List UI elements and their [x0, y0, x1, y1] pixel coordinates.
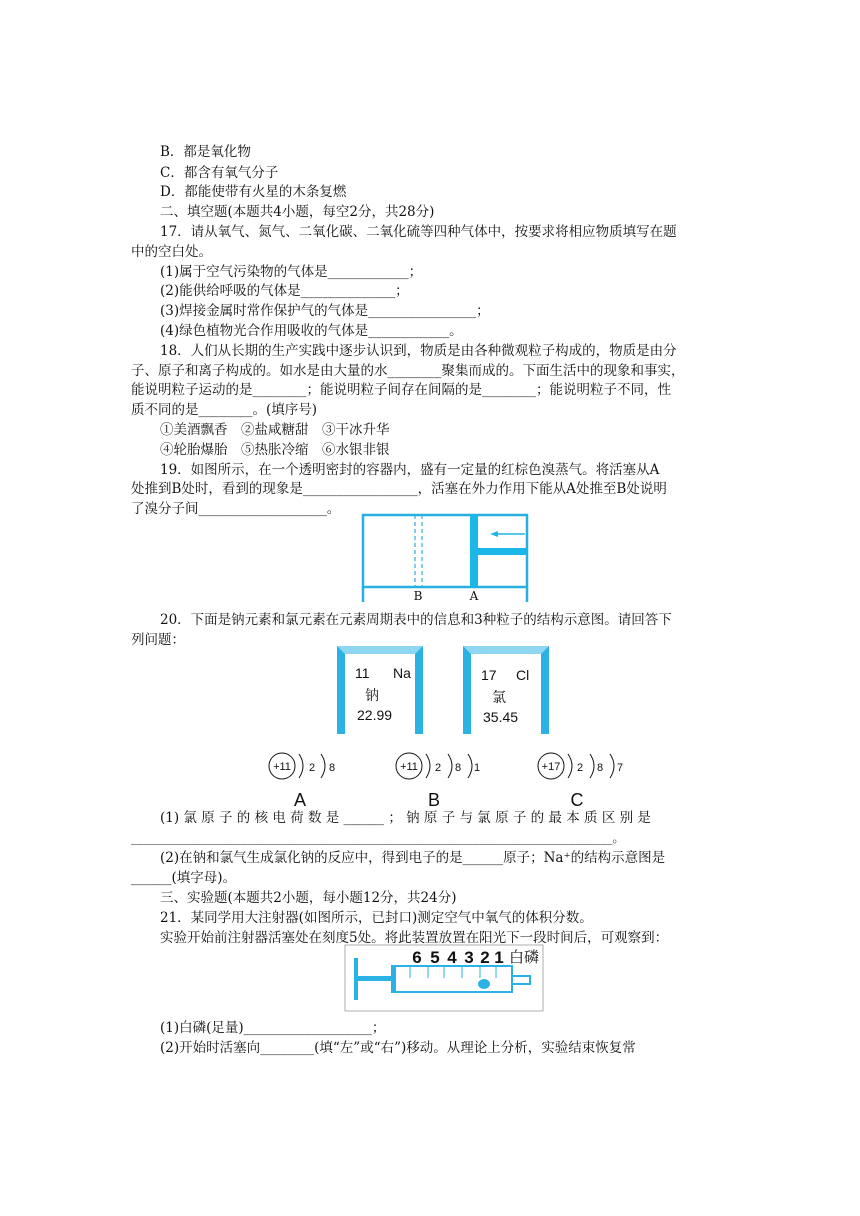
- white-phosphorus-label: 白磷: [508, 948, 540, 966]
- na-symbol: Na: [393, 665, 411, 681]
- q20-part-1-line-2: _______________________________________________________________________________。: [131, 831, 625, 845]
- q21-line-1: 21．某同学用大注射器(如图所示，已封口)测定空气中氧气的体积分数。: [160, 910, 593, 926]
- piston: [470, 515, 478, 587]
- label-a: A: [469, 589, 479, 603]
- q17-part-4: (4)绿色植物光合作用吸收的气体是____________。: [160, 323, 463, 339]
- q20-line-2: 列问题：: [131, 632, 185, 648]
- syringe-nozzle: [512, 976, 530, 984]
- na-name: 钠: [365, 687, 379, 703]
- cl-atomic-number: 17: [481, 667, 497, 683]
- scale-2: 2: [480, 948, 490, 967]
- na-atomic-mass: 22.99: [357, 707, 393, 723]
- cl-symbol: Cl: [516, 667, 530, 683]
- atom-structure-diagrams: [262, 740, 642, 812]
- atom-structure-b: [396, 753, 480, 810]
- scale-5: 5: [430, 948, 440, 967]
- q20-part-2-line-2: ______(填字母)。: [131, 870, 237, 886]
- q20-line-1: 20．下面是钠元素和氯元素在元素周期表中的信息和3种粒子的结构示意图。请回答下: [160, 612, 672, 628]
- atom-c-nucleus: +17: [541, 761, 561, 773]
- q18-options-row-2: ④轮胎爆胎 ⑤热胀冷缩 ⑥水银非银: [160, 442, 390, 458]
- syringe-piston: [392, 966, 396, 992]
- atom-a-label: A: [293, 790, 307, 810]
- atom-a-nucleus: +11: [273, 761, 291, 773]
- scale-3: 3: [464, 948, 474, 967]
- atom-structure-c: [538, 753, 623, 810]
- q16-option-d: D．都能使带有火星的木条复燃: [160, 184, 347, 200]
- atom-a-shell-2: 8: [328, 762, 336, 774]
- atom-c-label: C: [570, 790, 584, 810]
- q20-part-2-line-1: (2)在钠和氯气生成氯化钠的反应中，得到电子的是______原子；Na⁺的结构示意图是: [160, 850, 666, 866]
- atom-b-shell-1: 2: [434, 762, 442, 774]
- na-atomic-number: 11: [355, 665, 370, 681]
- q18-line-1: 18．人们从长期的生产实践中逐步认识到，物质是由各种微观粒子构成的，物质是由分: [160, 343, 677, 359]
- element-cards-figure: [335, 644, 555, 736]
- sodium-element-card: [337, 646, 423, 734]
- q18-line-3: 能说明粒子运动的是________；能说明粒子间存在间隔的是________；能说明粒子不同，性: [131, 382, 671, 398]
- q17-part-1: (1)属于空气污染物的气体是____________；: [160, 264, 423, 280]
- q17-part-2: (2)能供给呼吸的气体是______________；: [160, 283, 409, 299]
- scale-4: 4: [447, 948, 457, 967]
- syringe-handle: [354, 958, 358, 1000]
- cl-name: 氯: [492, 689, 506, 705]
- cl-atomic-mass: 35.45: [483, 709, 519, 725]
- q19-container-figure: [360, 512, 530, 604]
- q20-part-1-line-1: (1) 氯 原 子 的 核 电 荷 数 是 ______ ； 钠 原 子 与 氯 原 子 的 最 本 质 区 别 是: [160, 810, 651, 826]
- syringe-figure: [344, 944, 544, 1012]
- syringe-plunger-rod: [358, 976, 392, 981]
- atom-structure-a: [269, 753, 335, 810]
- q19-line-2: 处推到B处时，看到的现象是_________________，活塞在外力作用下能从A处推至B处说明: [131, 481, 667, 497]
- q16-option-b: B．都是氧化物: [160, 144, 251, 160]
- atom-b-label: B: [427, 790, 441, 810]
- scale-6: 6: [412, 948, 422, 967]
- atom-c-shell-1: 2: [576, 762, 584, 774]
- atom-a-shell-1: 2: [308, 762, 316, 774]
- q17-part-3: (3)焊接金属时常作保护气的气体是________________；: [160, 303, 490, 319]
- atom-c-shell-3: 7: [616, 762, 624, 774]
- q18-options-row-1: ①美酒飘香 ②盐咸糖甜 ③干冰升华: [160, 422, 390, 438]
- q19-line-1: 19．如图所示，在一个透明密封的容器内，盛有一定量的红棕色溴蒸气。将活塞从A: [160, 462, 660, 478]
- q19-line-3: 了溴分子间___________________。: [131, 501, 341, 517]
- atom-b-shell-2: 8: [454, 762, 462, 774]
- q18-line-2: 子、原子和离子构成的。如水是由大量的水________聚集而成的。下面生活中的现象和事实，: [131, 363, 685, 379]
- label-b: B: [413, 589, 423, 603]
- atom-c-shell-2: 8: [596, 762, 604, 774]
- white-phosphorus: [478, 979, 490, 989]
- atom-b-shell-3: 1: [473, 762, 481, 774]
- q17-stem-line-2: 中的空白处。: [131, 244, 212, 260]
- q21-line-2: 实验开始前注射器活塞处在刻度5处。将此装置放置在阳光下一段时间后，可观察到：: [160, 930, 669, 946]
- chlorine-element-card: [463, 646, 549, 734]
- piston-rod: [478, 548, 527, 555]
- q16-option-c: C．都含有氧气分子: [160, 165, 279, 181]
- scale-1: 1: [494, 948, 504, 967]
- section-2-heading: 二、填空题(本题共4小题，每空2分，共28分): [160, 204, 435, 220]
- q17-stem-line-1: 17．请从氧气、氮气、二氧化碳、二氧化硫等四种气体中，按要求将相应物质填写在题: [160, 224, 677, 240]
- atom-b-nucleus: +11: [400, 761, 418, 773]
- q21-part-1: (1)白磷(足量)___________________；: [160, 1020, 386, 1036]
- q21-part-2: (2)开始时活塞向________(填“左”或“右”)移动。从理论上分析，实验结束恢复常: [160, 1040, 636, 1056]
- section-3-heading: 三、实验题(本题共2小题，每小题12分，共24分): [160, 890, 457, 906]
- q18-line-4: 质不同的是________。(填序号): [131, 402, 318, 418]
